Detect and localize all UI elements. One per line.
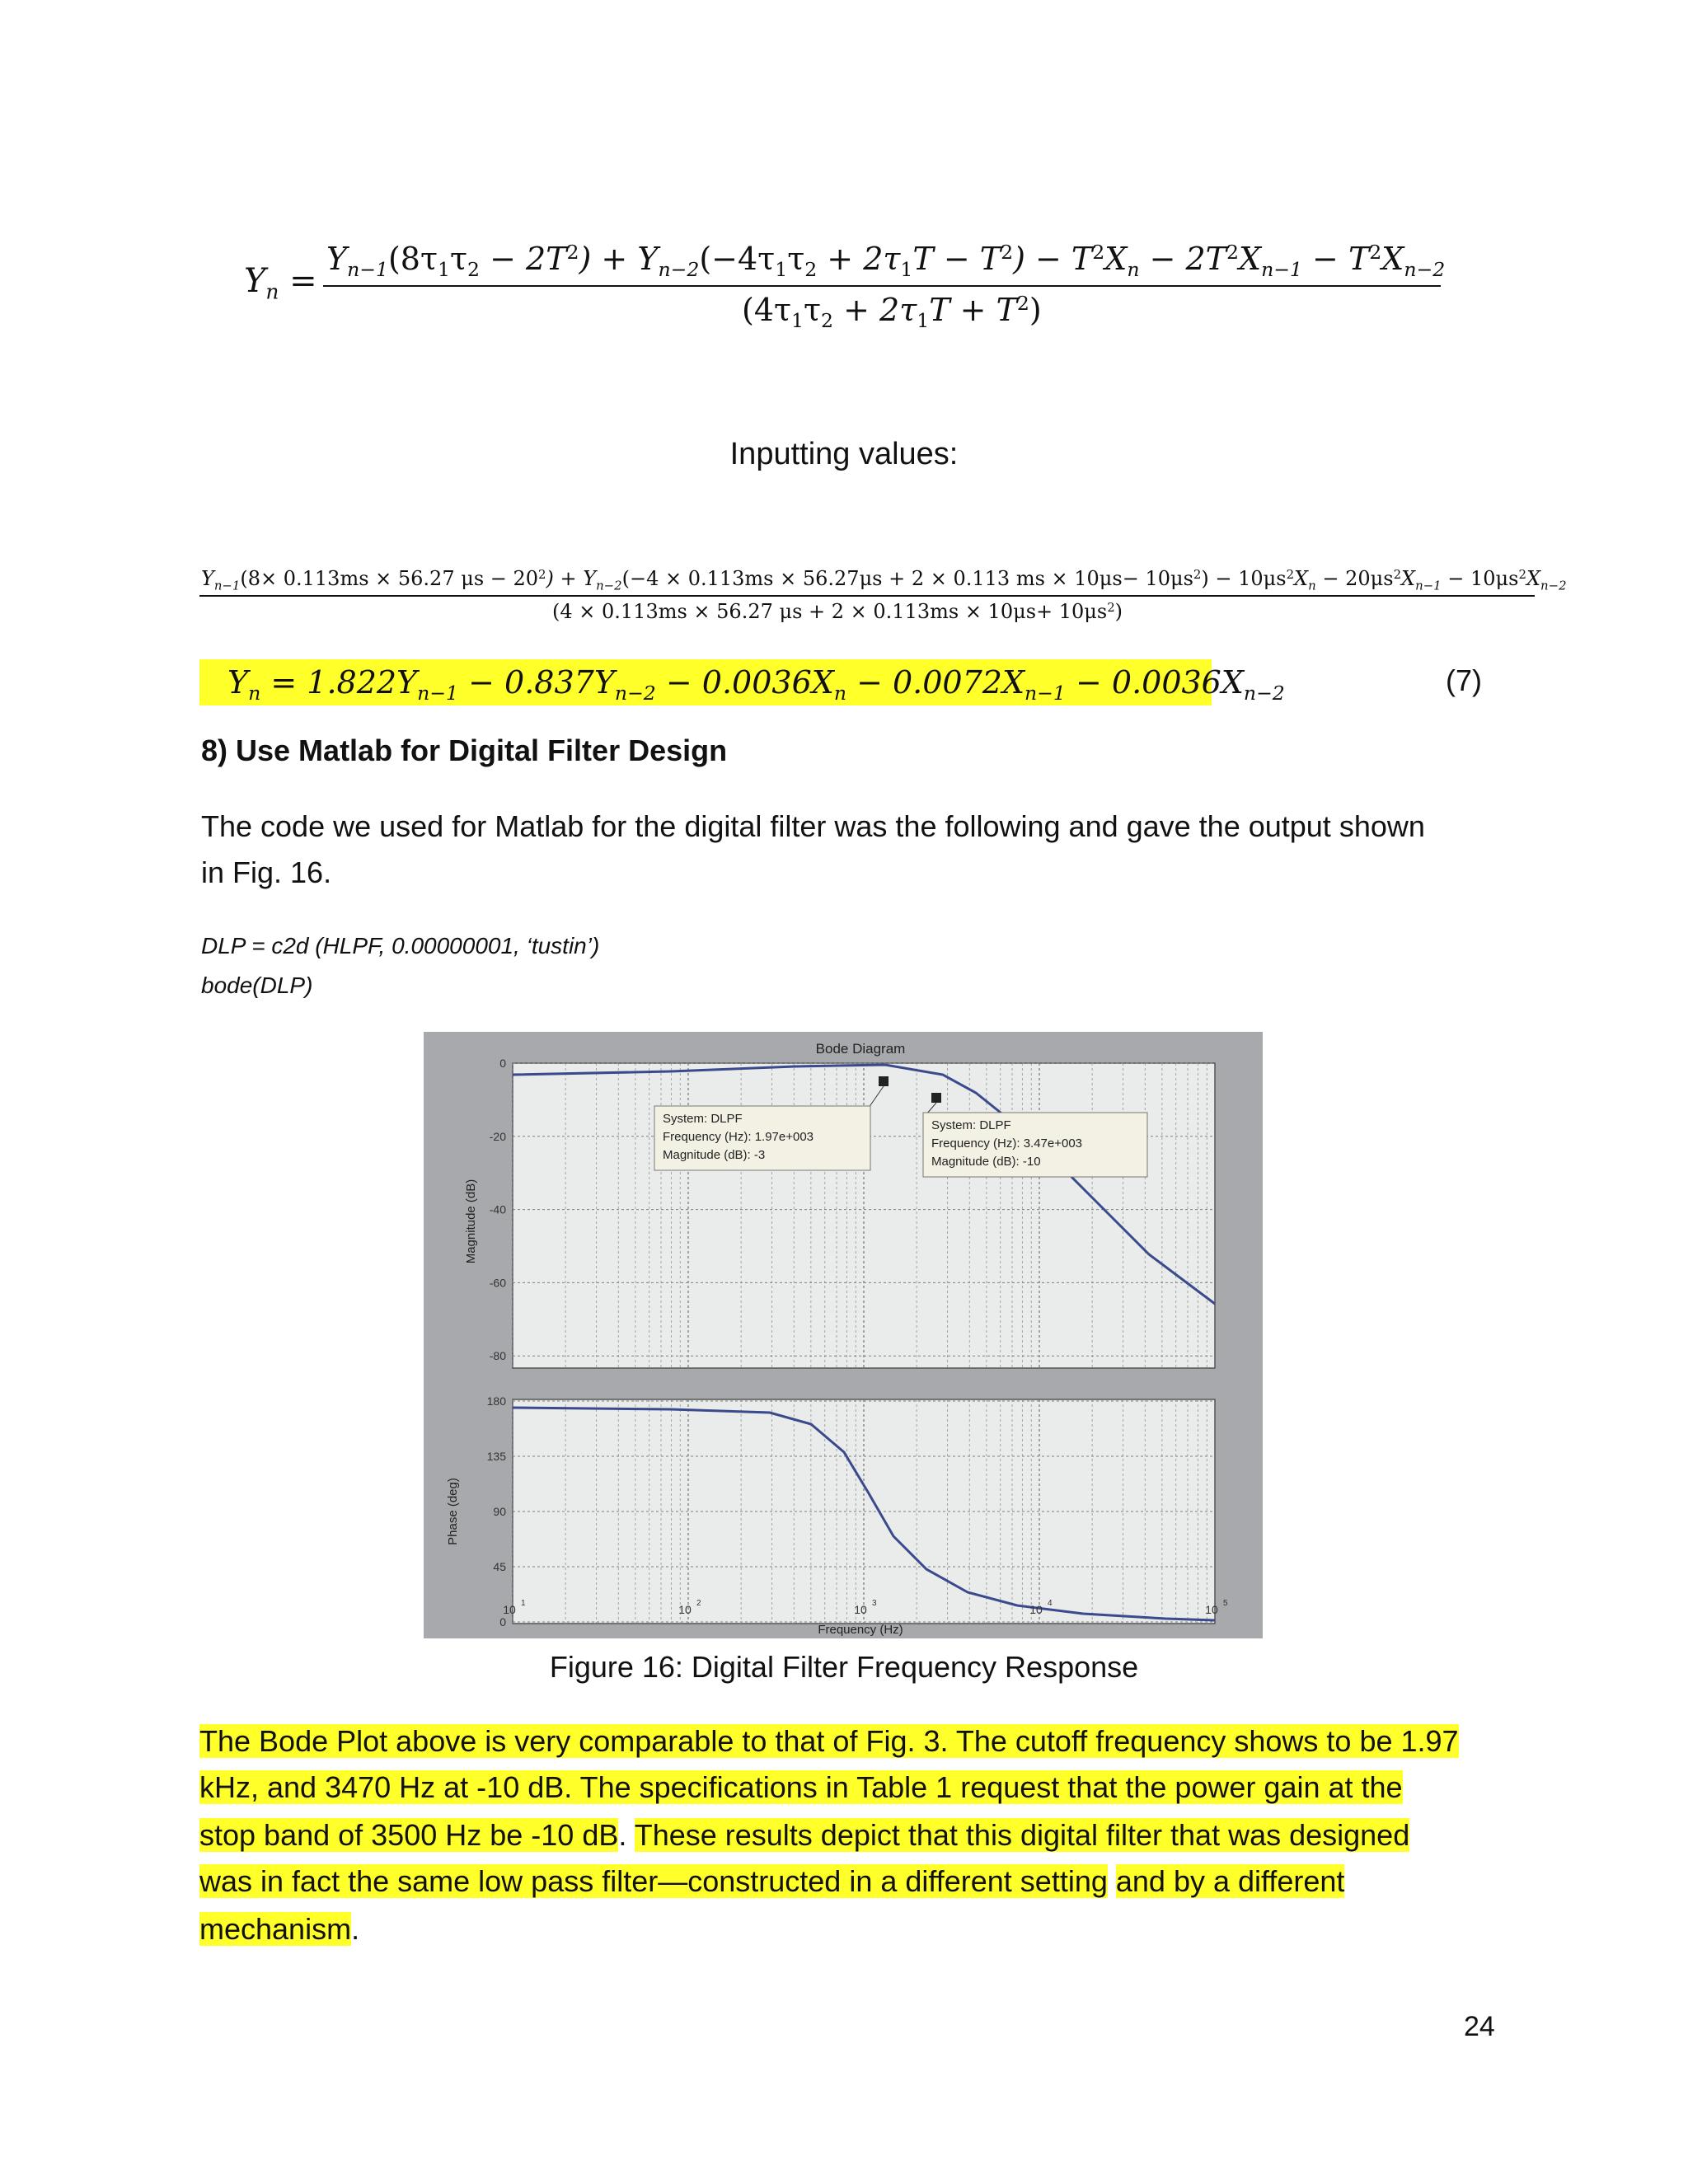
conclusion-line-3: stop band of 3500 Hz be -10 dB. These results depict that this digital filter that was designed [199, 1818, 1410, 1852]
conclusion-line-1: The Bode Plot above is very comparable to that of Fig. 3. The cutoff frequency shows to be 1.97 [199, 1724, 1459, 1758]
magnitude-tick-label: -20 [489, 1129, 506, 1143]
bode-plot-photo [424, 1032, 1263, 1638]
equation-yn-lhs: $Y_n$ = [244, 262, 317, 304]
intro-text-line-1: The code we used for Matlab for the digital filter was the following and gave the output shown [201, 809, 1425, 843]
magnitude-tick-label: -80 [489, 1349, 506, 1363]
magnitude-tick-label: -60 [489, 1276, 506, 1290]
x-tick-label: 10 [503, 1603, 516, 1616]
equation-values-denominator: (4 × 0.113ms × 56.27 $\mu s + 2 \times 0.113ms \times 10\mu s+ 10\mu s^2$) [552, 600, 1123, 624]
conclusion-line-4: was in fact the same low pass filter—constructed in a different setting and by a different [199, 1864, 1345, 1898]
fraction-bar-values [199, 595, 1535, 597]
intro-text-line-2: in Fig. 16. [201, 855, 332, 889]
inputting-label: Inputting values: [729, 437, 959, 471]
page-number: 24 [1464, 2011, 1495, 2042]
x-tick-label: 10 [854, 1603, 867, 1616]
datatip-2-frequency: Frequency (Hz): 3.47e+003 [931, 1137, 1083, 1151]
magnitude-tick-label: -40 [489, 1202, 506, 1216]
bode-title: Bode Diagram [815, 1041, 906, 1057]
equation-result: $Y_n = 1.822Y_{n-1} - 0.837Y_{n-2} - 0.0036X_n - 0.0072X_{n-1} - 0.0036X_{n-2}$ [199, 659, 1212, 705]
bode-xlabel: Frequency (Hz) [818, 1623, 903, 1637]
conclusion-line-2: kHz, and 3470 Hz at -10 dB. The specifications in Table 1 request that the power gain at the [199, 1770, 1403, 1804]
x-tick-exponent: 4 [1048, 1599, 1053, 1608]
phase-ylabel: Phase (deg) [446, 1478, 460, 1545]
phase-tick-label: 0 [499, 1615, 506, 1629]
equation-yn-numerator: $Y_{n-1}(8\tau_1\tau_2 - 2T^2) + Y_{n-2}(-4\tau_1\tau_2 + 2\tau_1T - T^2) - T^2X_n - 2T^2X_{n-1} - T^2X_{n-2}$ [326, 241, 1446, 282]
bode-plot-svg [424, 1032, 1263, 1638]
datatip-1-system: System: DLPF [663, 1112, 743, 1126]
x-tick-exponent: 1 [521, 1599, 526, 1608]
section-heading: 8) Use Matlab for Digital Filter Design [201, 733, 728, 767]
magnitude-ylabel: Magnitude (dB) [464, 1179, 478, 1264]
x-tick-label: 10 [1205, 1603, 1218, 1616]
datatip-2-system: System: DLPF [931, 1118, 1011, 1132]
x-tick-exponent: 3 [872, 1599, 877, 1608]
fraction-bar [323, 285, 1441, 287]
equation-yn-denominator: $(4\tau_1\tau_2 + 2\tau_1T + T^2)$ [742, 292, 1042, 333]
code-line-1: DLP = c2d (HLPF, 0.00000001, ‘tustin’) [201, 933, 600, 958]
magnitude-tick-label: 0 [499, 1057, 506, 1070]
phase-tick-label: 90 [493, 1505, 506, 1518]
datatip-1-magnitude: Magnitude (dB): -3 [663, 1148, 766, 1162]
phase-tick-label: 45 [493, 1560, 506, 1573]
conclusion-line-5: mechanism. [199, 1912, 360, 1946]
figure-caption: Figure 16: Digital Filter Frequency Response [549, 1650, 1139, 1684]
datatip-marker-2 [931, 1093, 941, 1103]
x-tick-exponent: 5 [1223, 1599, 1228, 1608]
code-line-2: bode(DLP) [201, 972, 313, 998]
phase-tick-label: 135 [486, 1450, 506, 1463]
x-tick-exponent: 2 [696, 1599, 701, 1608]
x-tick-label: 10 [678, 1603, 692, 1616]
datatip-marker-1 [879, 1076, 889, 1086]
equation-values-numerator: $Y_{n-1}(8\times 0.113ms \times 56.27$ $\mu s - 20^2) + Y_{n-2}(-4 \times 0.113ms \times 56.27\mu s + 2 \times 0.113$ ms × $10\mu s- 10\mu s^2) - 10\mu s^2X_n - 20\mu s^2X_{n-1} - 10\mu s^2X_{n-2}$ [201, 567, 1567, 593]
datatip-2-magnitude: Magnitude (dB): -10 [931, 1155, 1041, 1169]
equation-number: (7) [1446, 663, 1482, 697]
datatip-1-frequency: Frequency (Hz): 1.97e+003 [663, 1130, 814, 1144]
phase-tick-label: 180 [486, 1394, 506, 1408]
x-tick-label: 10 [1029, 1603, 1043, 1616]
